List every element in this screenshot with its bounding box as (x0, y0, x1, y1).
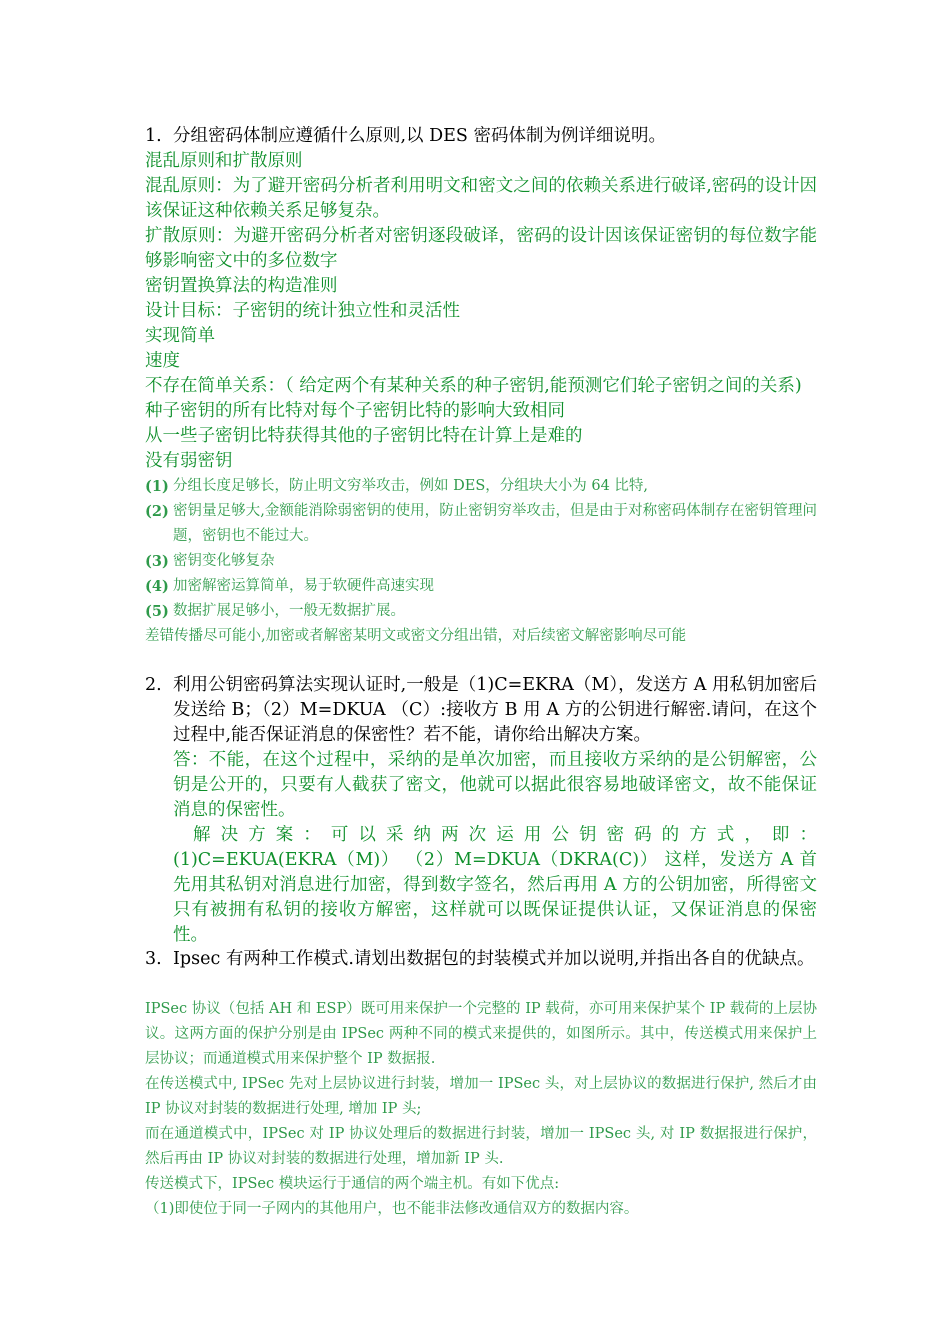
list-item-number: (4) (145, 578, 169, 595)
list-item (145, 499, 817, 549)
answer-1-line: 扩散原则：为避开密码分析者对密钥逐段破译，密码的设计因该保证密钥的每位数字能够影响密文中的多位数字 (145, 226, 817, 271)
answer-1-line: 速度 (145, 351, 180, 371)
answer-3-paragraph: 在传送模式中, IPSec 先对上层协议进行封装，增加一 IPSec 头，对上层协议的数据进行保护, 然后才由 IP 协议对封装的数据进行处理, 增加 IP 头; (145, 1076, 817, 1117)
answer-1-line: 混乱原则：为了避开密码分析者利用明文和密文之间的依赖关系进行破译,密码的设计因该保证这种依赖关系足够复杂。 (145, 176, 817, 221)
answer-1-line: 设计目标：子密钥的统计独立性和灵活性 (145, 301, 460, 321)
answer-1 (145, 149, 817, 649)
answer-3-paragraph: IPSec 协议（包括 AH 和 ESP）既可用来保护一个完整的 IP 载荷，亦可用来保护某个 IP 载荷的上层协议。这两方面的保护分别是由 IPSec 两种不同的模式来提供的，如图所示。其中，传送模式用来保护上层协议；而通道模式用来保护整个 IP 数据报. (145, 1001, 817, 1067)
answer-3 (145, 997, 817, 1222)
question-2-number: 2. (145, 675, 162, 695)
answer-3-paragraph: （1)即使位于同一子网内的其他用户，也不能非法修改通信双方的数据内容。 (145, 1201, 639, 1217)
answer-3-paragraph: 而在通道模式中，IPSec 对 IP 协议处理后的数据进行封装，增加一 IPSec 头, 对 IP 数据报进行保护，然后再由 IP 协议对封装的数据进行处理，增加新 IP 头. (145, 1126, 817, 1167)
list-item-text: 密钥量足够大,金额能消除弱密钥的使用，防止密钥穷举攻击，但是由于对称密码体制存在密钥管理问题，密钥也不能过大。 (173, 503, 817, 544)
list-item (145, 574, 817, 599)
list-item (145, 474, 817, 499)
list-item-text: 密钥变化够复杂 (173, 553, 275, 569)
list-item-text: 数据扩展足够小，一般无数据扩展。 (173, 603, 405, 619)
answer-1-line: 密钥置换算法的构造准则 (145, 276, 338, 296)
question-1-number: 1. (145, 126, 162, 146)
question-2 (145, 673, 817, 748)
answer-2-text: 答：不能，在这个过程中，采纳的是单次加密，而且接收方采纳的是公钥解密，公钥是公开的，只要有人截获了密文，他就可以据此很容易地破译密文，故不能保证消息的保密性。 (173, 750, 817, 820)
list-item-text: 分组长度足够长，防止明文穷举攻击，例如 DES，分组块大小为 64 比特, (173, 478, 649, 494)
question-1-text: 分组密码体制应遵循什么原则,以 DES 密码体制为例详细说明。 (173, 126, 666, 146)
answer-1-line: 从一些子密钥比特获得其他的子密钥比特在计算上是难的 (145, 426, 583, 446)
solution-text: (1)C=EKUA(EKRA（M)） （2）M=DKUA（DKRA(C)） 这样，发送方 A 首先用其私钥对消息进行加密，得到数字签名，然后再用 A 方的公钥加密，所得密文只有被拥有私钥的接收方解密，这样就可以既保证提供认证，又保证消息的保密性。 (173, 850, 817, 945)
answer-1-line: 不存在简单关系：（ 给定两个有某种关系的种子密钥,能预测它们轮子密钥之间的关系) (145, 376, 802, 396)
question-2-text: 利用公钥密码算法实现认证时,一般是（1)C=EKRA（M），发送方 A 用私钥加密后发送给 B；（2）M=DKUA （C）:接收方 B 用 A 方的公钥进行解密.请问，在这个过程中,能否保证消息的保密性？若不能，请你给出解决方案。 (173, 675, 817, 745)
list-item-number: (5) (145, 603, 169, 620)
list-item-number: (2) (145, 503, 169, 520)
list-item-number: (1) (145, 478, 169, 495)
list-item (145, 599, 817, 624)
question-1 (145, 124, 817, 149)
solution-heading: 解决方案：可以采纳两次运用公钥密码的方式，即： (193, 825, 817, 845)
list-item (145, 549, 817, 574)
list-item-text: 加密解密运算简单，易于软硬件高速实现 (173, 578, 434, 594)
question-3 (145, 947, 817, 972)
answer-1-line: 混乱原则和扩散原则 (145, 151, 303, 171)
answer-2 (145, 748, 817, 948)
answer-1-line: 种子密钥的所有比特对每个子密钥比特的影响大致相同 (145, 401, 565, 421)
list-item-number: (3) (145, 553, 169, 570)
answer-1-line: 没有弱密钥 (145, 451, 233, 471)
question-3-text: Ipsec 有两种工作模式.请划出数据包的封装模式并加以说明,并指出各自的优缺点。 (173, 949, 815, 969)
question-3-number: 3. (145, 949, 162, 969)
answer-1-tail: 差错传播尽可能小,加密或者解密某明文或密文分组出错，对后续密文解密影响尽可能 (145, 628, 687, 644)
answer-1-line: 实现简单 (145, 326, 215, 346)
answer-3-paragraph: 传送模式下，IPSec 模块运行于通信的两个端主机。有如下优点: (145, 1176, 560, 1192)
